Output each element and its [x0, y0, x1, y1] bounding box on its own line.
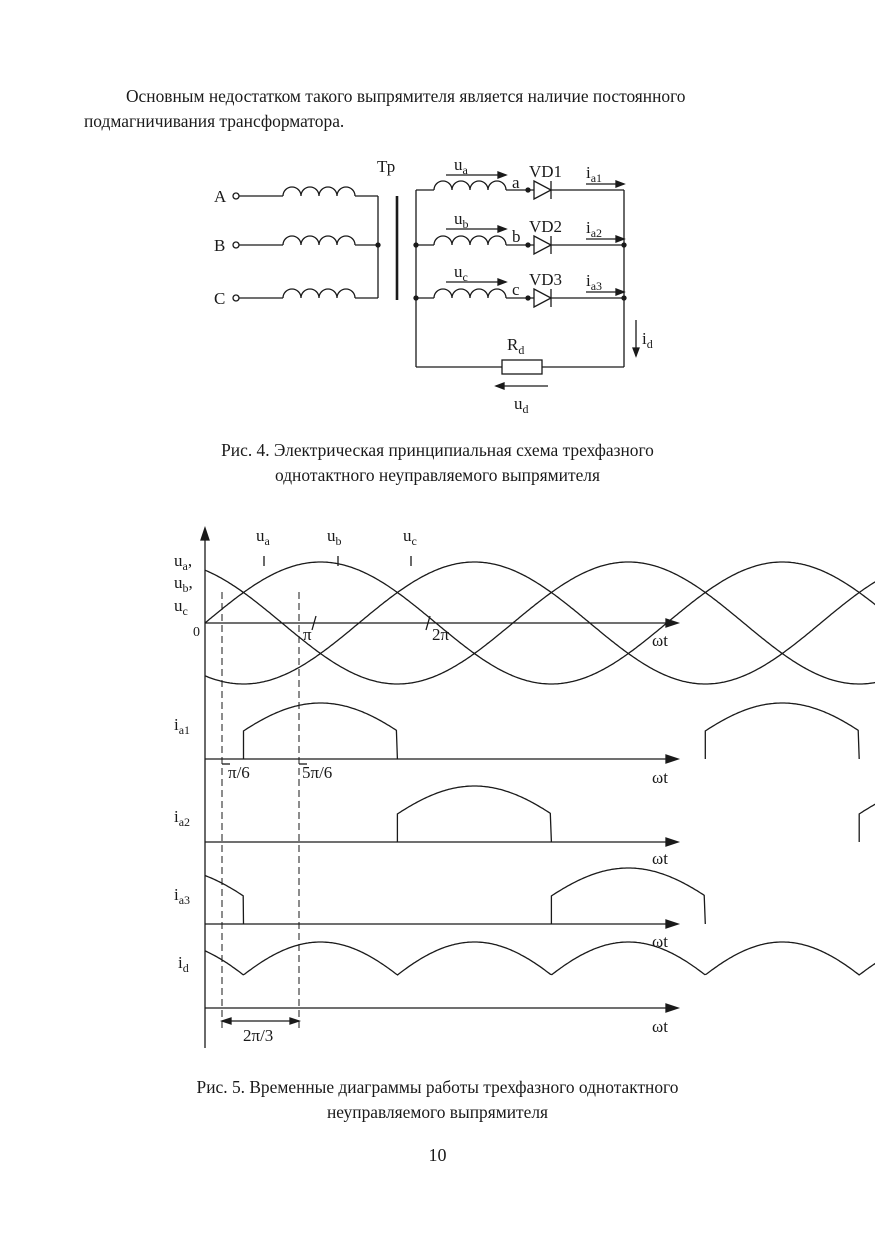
axis-label-ia1: ωt [652, 768, 668, 787]
waveform-ia1 [244, 703, 875, 759]
figure-4-caption-line1: Рис. 4. Электрическая принципиальная схема трехфазного [221, 440, 654, 460]
figure-5-caption [0, 1075, 875, 1125]
diode-label-vd3: VD3 [529, 270, 563, 289]
voltage-label-ub: $u_b$ [454, 209, 469, 231]
body-paragraph: Основным недостатком такого выпрямителя является наличие постоянного подмагничивания трансформатора. [84, 86, 686, 131]
current-label-ia2: $i_{a2}$ [586, 218, 603, 240]
waveform-id [205, 942, 875, 975]
vertical-axis-arrow [201, 528, 209, 540]
tick-label-2pi: 2π [432, 625, 450, 644]
top-label-uc: $u_c$ [403, 526, 417, 548]
current-label-ia1: $i_{a1}$ [586, 163, 603, 185]
input-label-b: B [214, 236, 226, 255]
period-dimension [222, 1018, 299, 1024]
period-label: 2π/3 [243, 1026, 274, 1045]
tick-label-pi: π [303, 625, 312, 644]
load-current-label-id: $i_d$ [642, 329, 653, 351]
figure-4-caption-line2: однотактного неуправляемого выпрямителя [275, 465, 600, 485]
diode-label-vd2: VD2 [529, 217, 563, 236]
top-label-ub: $u_b$ [327, 526, 342, 548]
axis-label-voltage: ωt [652, 631, 668, 650]
voltage-label-ua: $u_a$ [454, 155, 468, 177]
diode-label-vd1: VD1 [529, 162, 563, 181]
node-label-a: a [512, 173, 520, 192]
page-number: 10 [428, 1145, 447, 1165]
input-label-a: A [214, 187, 227, 206]
input-label-c: C [214, 289, 226, 308]
current-label-ia3: $i_{a3}$ [586, 271, 603, 293]
dashed-guides [222, 592, 299, 1030]
row-label-id: $i_d$ [178, 953, 189, 975]
axis-label-ia3: ωt [652, 932, 668, 951]
transformer-label: Тр [377, 157, 396, 176]
waveform-ia3 [205, 868, 875, 924]
figure-5-caption-line1: Рис. 5. Временные диаграммы работы трехфазного однотактного [196, 1077, 679, 1097]
yaxis-label-ub: $u_b$, [174, 573, 193, 595]
tick-label-5pi6: 5π/6 [302, 763, 333, 782]
voltage-label-uc: $u_c$ [454, 262, 468, 284]
row-label-ia3: $i_{a3}$ [174, 885, 191, 907]
peak-markers [264, 556, 411, 566]
axis-label-id: ωt [652, 1017, 668, 1036]
waveform-ia2 [397, 786, 875, 842]
row-label-ia2: $i_{a2}$ [174, 807, 191, 829]
load-voltage-label-ud: $u_d$ [514, 394, 529, 416]
node-label-b: b [512, 227, 521, 246]
yaxis-label-uc: $u_c$ [174, 596, 188, 618]
top-label-ua: $u_a$ [256, 526, 270, 548]
load-label-rd: $R_d$ [507, 335, 525, 357]
yaxis-label-ua: $u_a$, [174, 551, 193, 573]
tick-label-pi6: π/6 [228, 763, 250, 782]
node-label-c: c [512, 280, 520, 299]
axis-tick-marks [222, 616, 430, 764]
origin-label: 0 [193, 625, 200, 640]
row-label-ia1: $i_{a1}$ [174, 715, 191, 737]
axis-label-ia2: ωt [652, 849, 668, 868]
figure-5-caption-line2: неуправляемого выпрямителя [326, 1102, 549, 1122]
